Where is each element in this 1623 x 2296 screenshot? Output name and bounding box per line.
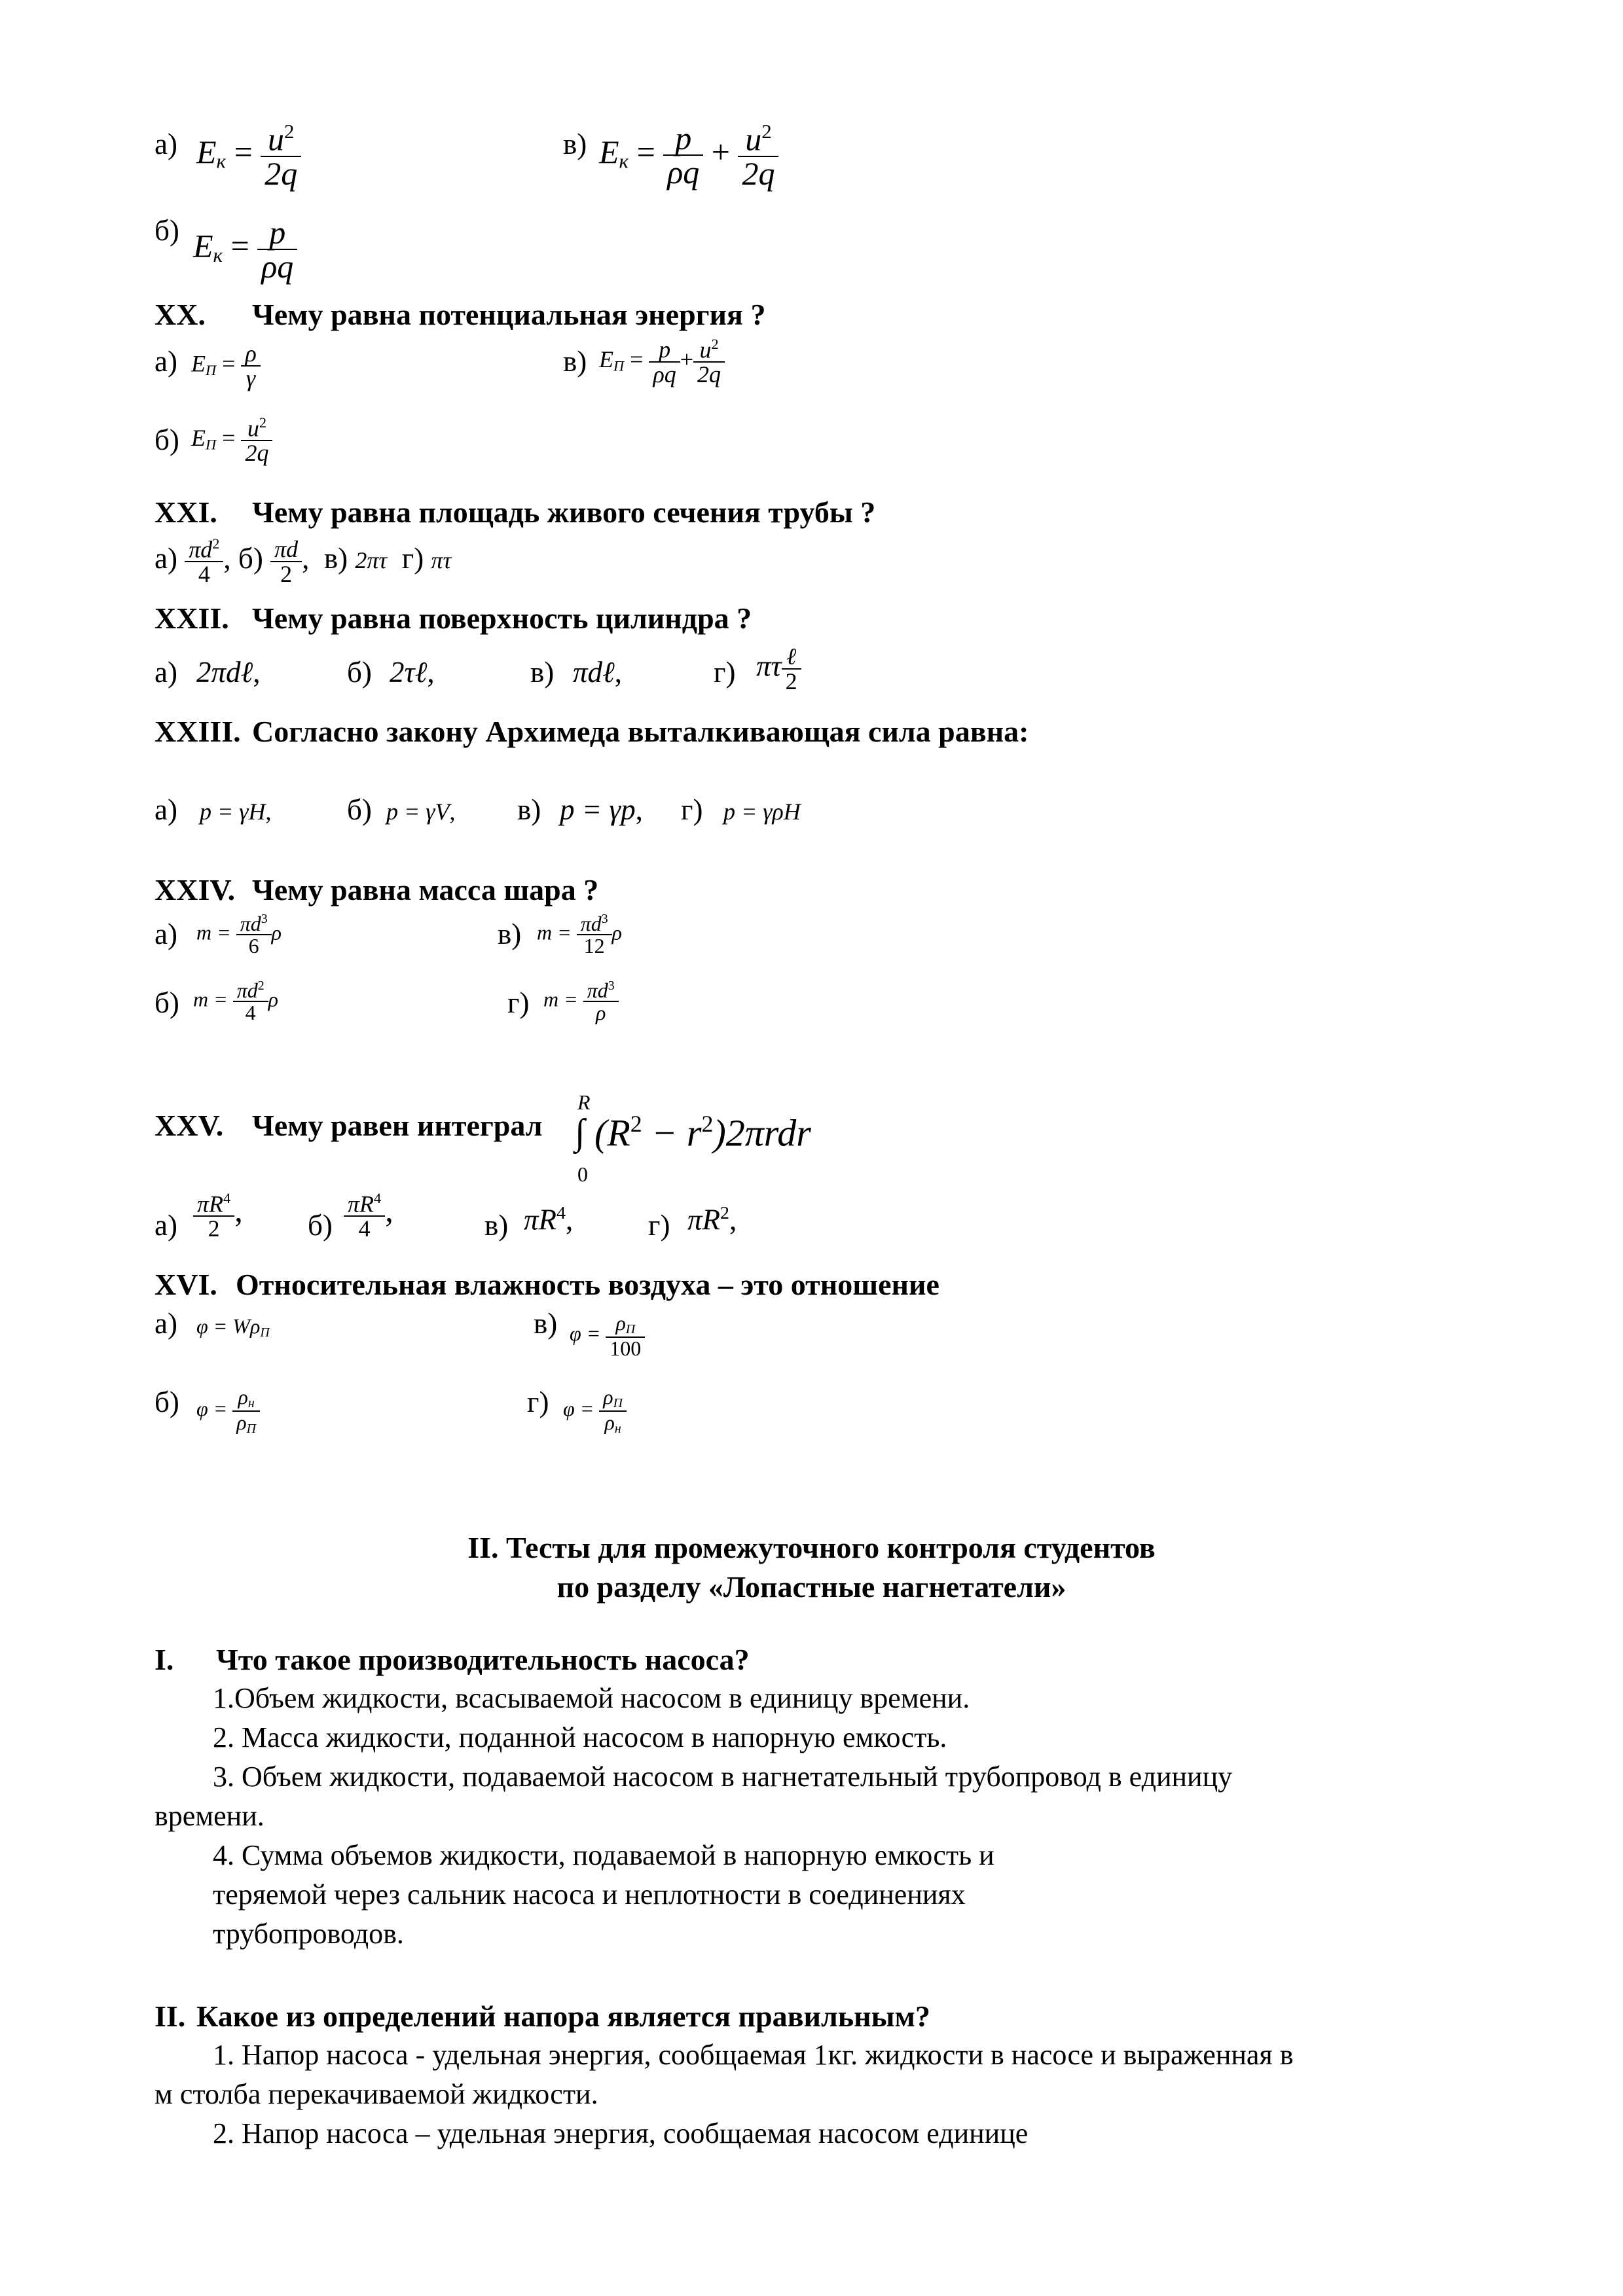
option-3-line2: времени.: [155, 1800, 264, 1832]
question-text: Чему равна поверхность цилиндра ?: [252, 601, 752, 635]
option-b-label: б): [347, 793, 372, 826]
option-b-label: б): [308, 1209, 333, 1242]
option-2-line1: 2. Напор насоса – удельная энергия, сообщаемая насосом единице: [213, 2117, 1029, 2149]
option-a-label: а): [155, 1307, 177, 1340]
option-v-label: в): [563, 128, 587, 160]
option-1-line2: м столба перекачиваемой жидкости.: [155, 2078, 598, 2110]
question-number: XVI.: [155, 1268, 217, 1301]
option-a-label: а): [155, 656, 177, 689]
formula-ek-v: $E_к$ = $\frac{p}{\rho q}$ + $\frac{u^2}{2q}$: [599, 121, 778, 190]
formula-mass-g: m = $\frac{\pi d^3}{\rho}$: [543, 980, 619, 1023]
option-b-label: б): [155, 423, 179, 456]
question-number: XXIII.: [155, 715, 241, 748]
option-a-label: а): [155, 1209, 177, 1242]
option-v-label: в): [534, 1307, 558, 1340]
option-1-line1: 1. Напор насоса - удельная энергия, сообщаемая 1кг. жидкости в насосе и выраженная в: [213, 2039, 1294, 2071]
option-a-label: а): [155, 128, 177, 160]
formula-mass-b: m = $\frac{\pi d^2}{4}$ ρ: [193, 978, 279, 1024]
option-a-value: $\frac{\pi R^4}{2}$ ,: [193, 1191, 243, 1240]
question-text: Относительная влажность воздуха – это отношение: [236, 1268, 939, 1301]
formula-ep-b: $E_\Pi$ = $\frac{u^2}{2q}$: [191, 416, 272, 465]
option-4-line2: теряемой через сальник насоса и неплотности в соединениях: [213, 1878, 966, 1910]
option-4-line1: 4. Сумма объемов жидкости, подаваемой в напорную емкость и: [213, 1839, 994, 1871]
option-b-label: б): [155, 986, 179, 1019]
formula-phi-v: φ = $\frac{\rho_\Pi}{100}$: [570, 1312, 645, 1359]
option-b-label: б): [155, 214, 179, 247]
section-title-line2: по разделу «Лопастные нагнетатели»: [556, 1570, 1067, 1604]
option-a-value: 2πdℓ,: [196, 656, 261, 689]
question-number: XXV.: [155, 1109, 224, 1142]
formula-ek-a: $E_к$ = $\frac{u^2}{2q}$: [196, 121, 301, 190]
question-number: I.: [155, 1643, 174, 1676]
option-a-label: а): [155, 793, 177, 826]
option-v-label: в): [530, 656, 555, 689]
option-a-label: а): [155, 345, 177, 378]
q21-options: а) $\frac{\pi d^2}{4}$ , б) $\frac{\pi d}{2}$ , в) 2πτ г) πτ: [155, 535, 452, 588]
option-2: 2. Масса жидкости, поданной насосом в напорную емкость.: [213, 1721, 947, 1753]
question-number: XX.: [155, 298, 206, 331]
option-g-label: г): [527, 1386, 549, 1418]
question-number: XXI.: [155, 495, 217, 529]
formula-mass-v: m = $\frac{\pi d^3}{12}$ ρ: [537, 912, 623, 958]
option-a-label: а): [155, 918, 177, 950]
question-text: Чему равна масса шара ?: [252, 873, 599, 906]
formula-mass-a: m = $\frac{\pi d^3}{6}$ ρ: [196, 912, 282, 958]
option-a-value: p = γH,: [200, 798, 272, 825]
question-number: II.: [155, 2000, 186, 2033]
option-g-label: г): [714, 656, 736, 689]
option-b-value: $\frac{\pi R^4}{4}$ ,: [344, 1191, 393, 1240]
question-text: Чему равна потенциальная энергия ?: [252, 298, 766, 331]
option-v-value: $\pi R^4$,: [524, 1203, 574, 1236]
option-g-label: г): [648, 1209, 670, 1242]
option-v-label: в): [498, 918, 522, 950]
question-text: Какое из определений напора является правильным?: [196, 2000, 930, 2033]
option-1: 1.Объем жидкости, всасываемой насосом в единицу времени.: [213, 1682, 970, 1714]
question-number: XXII.: [155, 601, 229, 635]
formula-phi-a: $\varphi = W\rho_\Pi$: [196, 1314, 270, 1340]
option-g-label: г): [681, 793, 703, 826]
option-b-value: 2τℓ,: [390, 656, 435, 689]
option-v-label: в): [563, 345, 587, 378]
option-v-label: в): [517, 793, 541, 826]
question-text: Чему равен интеграл: [252, 1109, 543, 1142]
formula-phi-b: φ = $\frac{\rho_н}{\rho_\Pi}$: [196, 1386, 260, 1436]
option-b-label: б): [347, 656, 372, 689]
option-g-value: $\pi R^2$,: [687, 1203, 737, 1236]
option-4-line3: трубопроводов.: [213, 1918, 404, 1950]
option-g-label: г): [507, 986, 530, 1019]
option-g-value: p = γρH: [723, 798, 801, 825]
question-text: Чему равна площадь живого сечения трубы ?: [252, 495, 876, 529]
option-v-value: πdℓ,: [573, 656, 623, 689]
option-b-value: p = γV,: [386, 798, 456, 825]
question-number: XXIV.: [155, 873, 236, 906]
option-3-line1: 3. Объем жидкости, подаваемой насосом в нагнетательный трубопровод в единицу: [213, 1761, 1233, 1793]
section-title-line1: II. Тесты для промежуточного контроля студентов: [467, 1531, 1156, 1564]
formula-ep-v: $E_\Pi$ = $\frac{p}{\rho q}$ + $\frac{u^2}{2q}$: [599, 337, 725, 386]
option-v-label: в): [484, 1209, 509, 1242]
option-g-value: πτ $\frac{\text{ℓ}}{2}$: [756, 645, 801, 693]
option-v-value: p = γp,: [560, 793, 643, 826]
formula-phi-g: φ = $\frac{\rho_\Pi}{\rho_н}$: [563, 1386, 627, 1436]
question-text: Согласно закону Архимеда выталкивающая сила равна:: [252, 715, 1029, 748]
question-text: Что такое производительность насоса?: [216, 1643, 750, 1676]
formula-ek-b: $E_к$ = $\frac{p}{\rho q}$: [193, 216, 297, 283]
formula-ep-a: $E_\Pi$ = $\frac{\rho}{\gamma}$: [191, 342, 261, 390]
option-b-label: б): [155, 1386, 179, 1418]
